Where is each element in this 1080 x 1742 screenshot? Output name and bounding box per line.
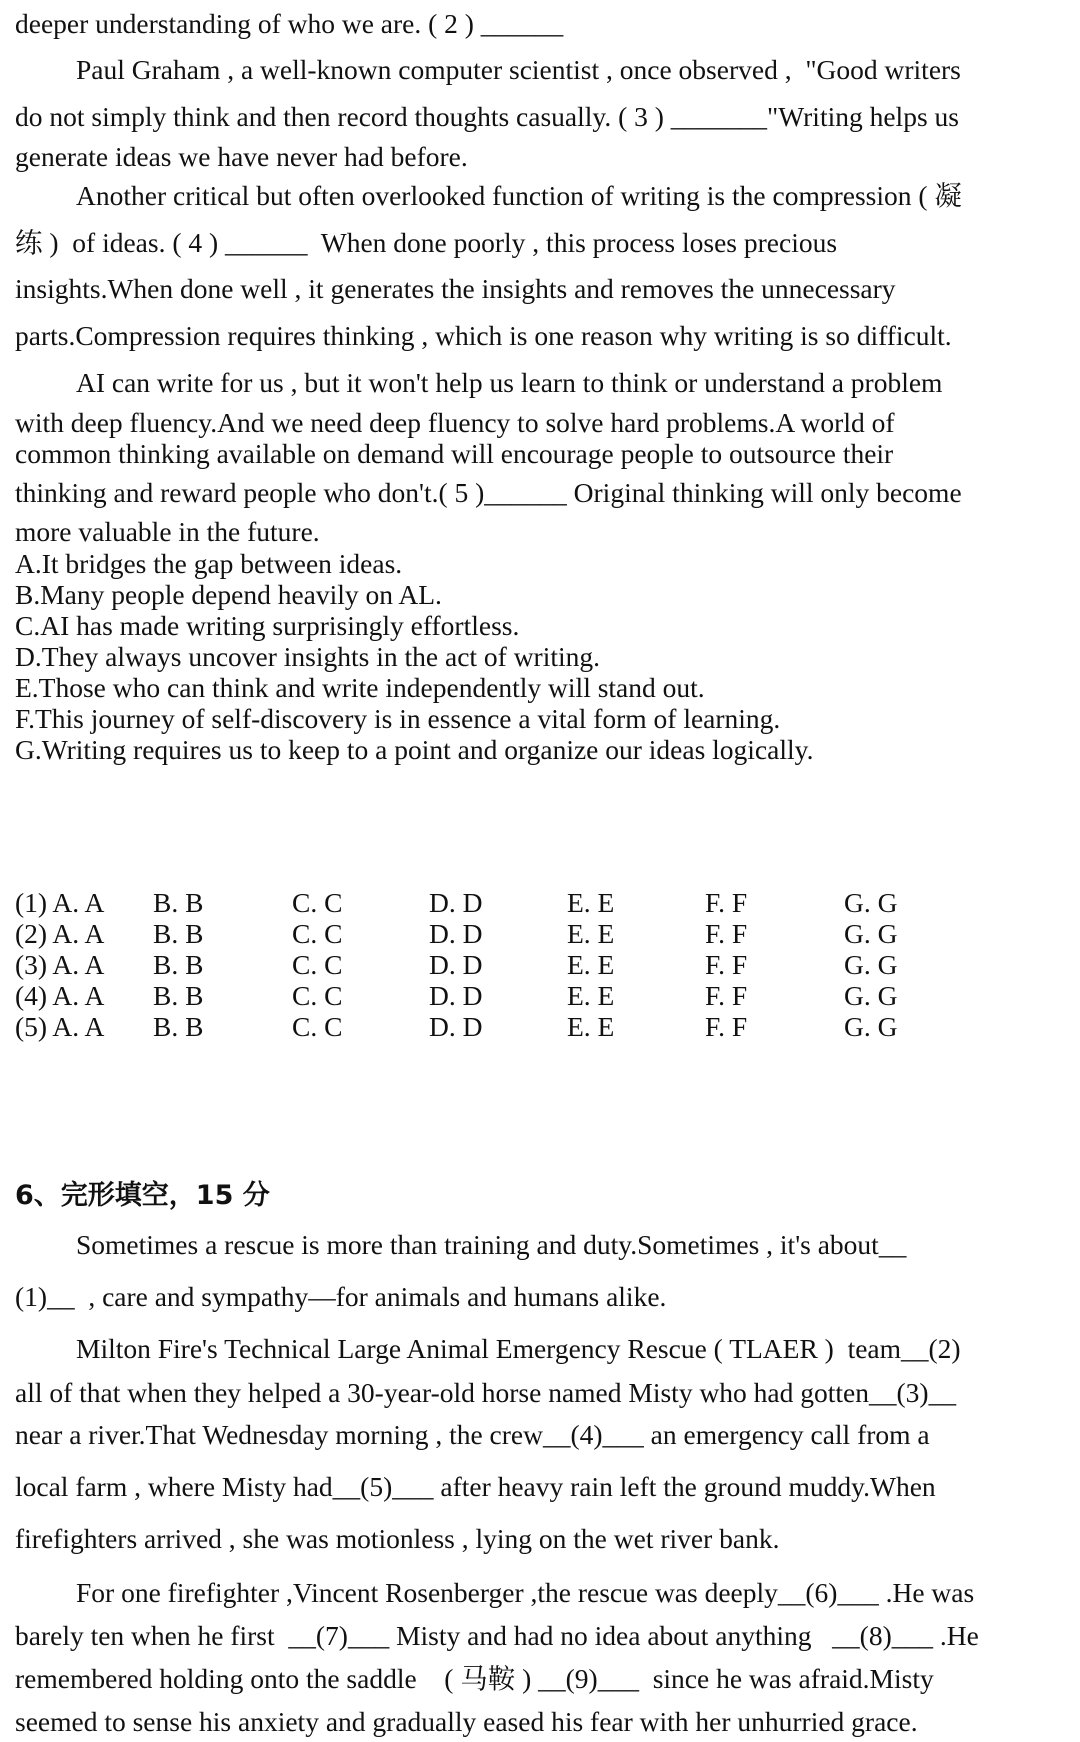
passage-line: Another critical but often overlooked function of writing is the compression ( 凝	[76, 180, 962, 211]
answer-choice-a[interactable]: (5) A. A	[15, 1011, 105, 1042]
cloze-line: Milton Fire's Technical Large Animal Emergency Rescue ( TLAER ) team__(2)	[76, 1333, 961, 1364]
answer-choice-d[interactable]: D. D	[429, 949, 483, 980]
answer-row	[15, 1009, 1015, 1044]
answer-choice-c[interactable]: C. C	[292, 918, 343, 949]
option-f: F.This journey of self-discovery is in essence a vital form of learning.	[15, 703, 781, 734]
passage-line: generate ideas we have never had before.	[15, 141, 468, 172]
cloze-line: seemed to sense his anxiety and gradually eased his fear with her unhurried grace.	[15, 1706, 918, 1737]
cloze-line: For one firefighter ,Vincent Rosenberger ,the rescue was deeply__(6)___ .He was	[76, 1577, 975, 1608]
passage-line: Paul Graham , a well-known computer scientist , once observed , "Good writers	[76, 54, 961, 85]
answer-choice-b[interactable]: B. B	[153, 980, 204, 1011]
answer-choice-d[interactable]: D. D	[429, 1011, 483, 1042]
answer-choice-e[interactable]: E. E	[567, 918, 615, 949]
answer-choice-c[interactable]: C. C	[292, 980, 343, 1011]
answer-choice-a[interactable]: (2) A. A	[15, 918, 105, 949]
cloze-line: (1)__ , care and sympathy—for animals and humans alike.	[15, 1281, 667, 1312]
answer-row	[15, 885, 1015, 920]
answer-choice-g[interactable]: G. G	[844, 949, 898, 980]
answer-choice-a[interactable]: (4) A. A	[15, 980, 105, 1011]
answer-choice-f[interactable]: F. F	[705, 980, 748, 1011]
option-a: A.It bridges the gap between ideas.	[15, 548, 403, 579]
cloze-line: firefighters arrived , she was motionless , lying on the wet river bank.	[15, 1523, 780, 1554]
option-d: D.They always uncover insights in the act of writing.	[15, 641, 601, 672]
answer-row	[15, 978, 1015, 1013]
answer-choice-f[interactable]: F. F	[705, 918, 748, 949]
answer-row	[15, 947, 1015, 982]
answer-choice-g[interactable]: G. G	[844, 918, 898, 949]
option-e: E.Those who can think and write independently will stand out.	[15, 672, 705, 703]
passage-line: deeper understanding of who we are. ( 2 ) ______	[15, 8, 564, 39]
answer-choice-c[interactable]: C. C	[292, 887, 343, 918]
passage-line: common thinking available on demand will encourage people to outsource their	[15, 438, 894, 469]
passage-line: insights.When done well , it generates the insights and removes the unnecessary	[15, 273, 896, 304]
section-heading: 6、完形填空，15 分	[15, 1180, 270, 1211]
option-g: G.Writing requires us to keep to a point and organize our ideas logically.	[15, 734, 814, 765]
answer-row	[15, 916, 1015, 951]
cloze-line: all of that when they helped a 30-year-old horse named Misty who had gotten__(3)__	[15, 1377, 957, 1408]
passage-line: AI can write for us , but it won't help us learn to think or understand a problem	[76, 367, 943, 398]
passage-line: do not simply think and then record thoughts casually. ( 3 ) _______"Writing helps us	[15, 101, 959, 132]
passage-line: parts.Compression requires thinking , which is one reason why writing is so difficult.	[15, 320, 952, 351]
answer-choice-b[interactable]: B. B	[153, 887, 204, 918]
option-b: B.Many people depend heavily on AL.	[15, 579, 442, 610]
answer-choice-e[interactable]: E. E	[567, 949, 615, 980]
passage-line: with deep fluency.And we need deep fluency to solve hard problems.A world of	[15, 407, 895, 438]
cloze-line: remembered holding onto the saddle ( 马鞍 ) __(9)___ since he was afraid.Misty	[15, 1663, 934, 1694]
answer-choice-g[interactable]: G. G	[844, 1011, 898, 1042]
answer-choice-e[interactable]: E. E	[567, 1011, 615, 1042]
answer-choice-a[interactable]: (1) A. A	[15, 887, 105, 918]
answer-choice-c[interactable]: C. C	[292, 1011, 343, 1042]
cloze-line: near a river.That Wednesday morning , the crew__(4)___ an emergency call from a	[15, 1419, 930, 1450]
answer-choice-b[interactable]: B. B	[153, 918, 204, 949]
passage-line: 练 ) of ideas. ( 4 ) ______ When done poorly , this process loses precious	[15, 227, 838, 258]
cloze-line: Sometimes a rescue is more than training and duty.Sometimes , it's about__	[76, 1229, 907, 1260]
answer-choice-f[interactable]: F. F	[705, 949, 748, 980]
cloze-line: local farm , where Misty had__(5)___ after heavy rain left the ground muddy.When	[15, 1471, 936, 1502]
passage-line: more valuable in the future.	[15, 516, 320, 547]
option-c: C.AI has made writing surprisingly effortless.	[15, 610, 520, 641]
answer-choice-e[interactable]: E. E	[567, 980, 615, 1011]
answer-choice-b[interactable]: B. B	[153, 949, 204, 980]
answer-choice-b[interactable]: B. B	[153, 1011, 204, 1042]
answer-choice-a[interactable]: (3) A. A	[15, 949, 105, 980]
answer-choice-g[interactable]: G. G	[844, 887, 898, 918]
answer-choice-f[interactable]: F. F	[705, 1011, 748, 1042]
answer-choice-e[interactable]: E. E	[567, 887, 615, 918]
answer-choice-f[interactable]: F. F	[705, 887, 748, 918]
answer-choice-d[interactable]: D. D	[429, 887, 483, 918]
answer-choice-c[interactable]: C. C	[292, 949, 343, 980]
passage-line: thinking and reward people who don't.( 5 )______ Original thinking will only become	[15, 477, 962, 508]
answer-choice-d[interactable]: D. D	[429, 980, 483, 1011]
answer-choice-d[interactable]: D. D	[429, 918, 483, 949]
cloze-line: barely ten when he first __(7)___ Misty and had no idea about anything __(8)___ .He	[15, 1620, 979, 1651]
answer-choice-g[interactable]: G. G	[844, 980, 898, 1011]
